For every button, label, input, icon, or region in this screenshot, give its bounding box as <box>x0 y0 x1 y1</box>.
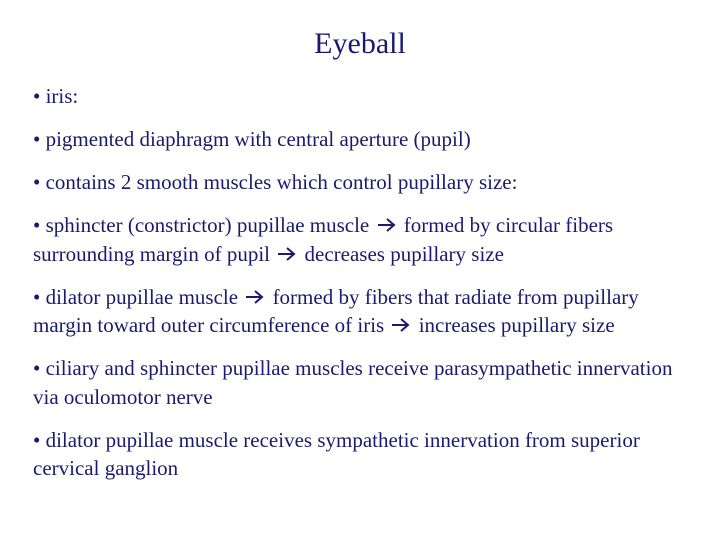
bullet-item <box>33 168 683 197</box>
bullet-text: • dilator pupillae muscle receives sympathetic innervation from superior cervical ganglion <box>33 427 640 480</box>
bullet-text: • iris: <box>33 84 79 108</box>
bullet-item <box>33 283 683 340</box>
bullet-text: • sphincter (constrictor) pupillae muscle <box>33 213 370 237</box>
bullet-text: formed by circular fibers surrounding margin of pupil <box>33 213 614 266</box>
bullet-text: • pigmented diaphragm with central aperture (pupil) <box>33 127 471 151</box>
bullet-item <box>33 426 683 483</box>
bullet-item <box>33 82 683 111</box>
right-arrow-icon <box>391 317 411 333</box>
bullet-text: • contains 2 smooth muscles which control pupillary size: <box>33 170 518 194</box>
bullet-text: increases pupillary size <box>418 313 615 337</box>
bullet-text: formed by fibers that radiate from pupillary margin toward outer circumference of iris <box>33 284 639 337</box>
right-arrow-icon <box>277 246 297 262</box>
bullet-text: • dilator pupillae muscle <box>33 284 239 309</box>
bullet-item <box>33 125 683 154</box>
bullet-text: decreases pupillary size <box>304 241 504 266</box>
right-arrow-icon <box>245 289 265 305</box>
right-arrow-icon <box>377 217 397 233</box>
bullet-item <box>33 354 683 411</box>
bullet-text: • ciliary and sphincter pupillae muscles receive parasympathetic innervation via oculomotor nerve <box>33 356 673 409</box>
bullet-item <box>33 211 683 268</box>
bullet-list <box>33 82 683 497</box>
slide-title: Eyeball <box>314 27 406 60</box>
